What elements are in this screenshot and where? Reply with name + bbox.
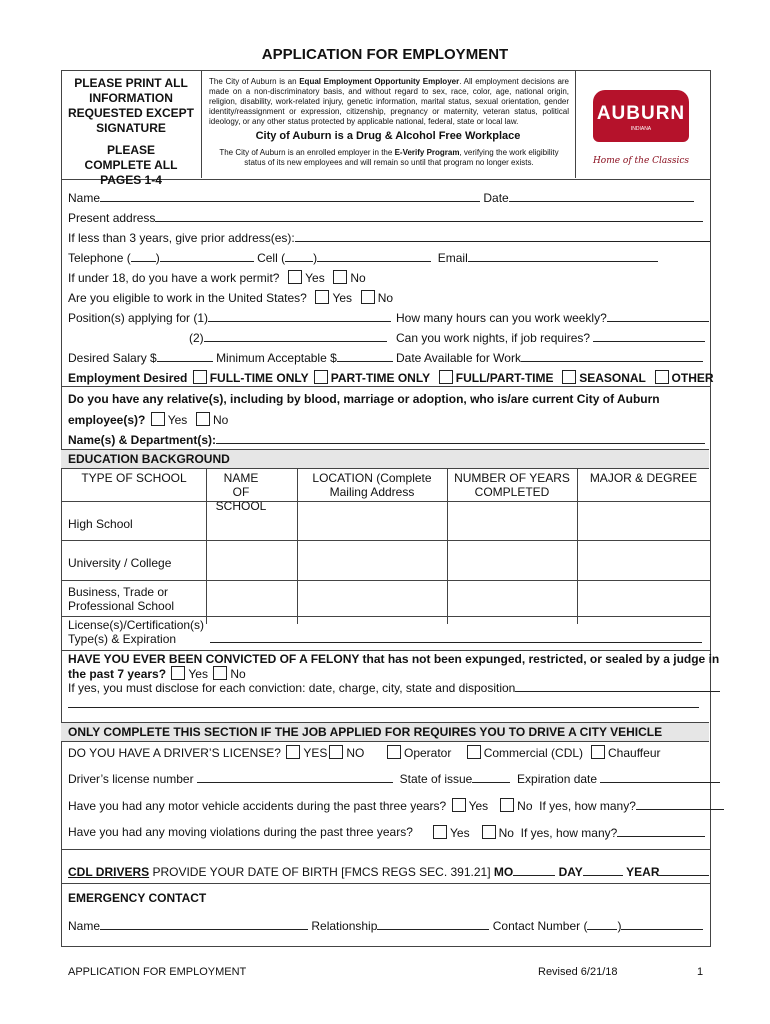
- mo-field[interactable]: [513, 864, 555, 876]
- telephone-label: Telephone (: [68, 251, 131, 265]
- full-part-label: FULL/PART-TIME: [455, 371, 554, 385]
- col-type-of-school: TYPE OF SCHOOL: [81, 471, 187, 485]
- day-label: DAY: [558, 865, 583, 879]
- minimum-label: Minimum Acceptable $: [216, 351, 337, 365]
- full-time-checkbox[interactable]: [193, 370, 207, 384]
- cdl-dob-label: PROVIDE YOUR DATE OF BIRTH [FMCS REGS SEC. 391.21]: [149, 865, 494, 879]
- permit-no-checkbox[interactable]: [333, 270, 347, 284]
- eligible-yes-checkbox[interactable]: [315, 290, 329, 304]
- date-field[interactable]: [509, 190, 694, 202]
- expiration-label: Expiration date: [517, 772, 598, 786]
- license-question: DO YOU HAVE A DRIVER’S LICENSE?: [68, 746, 281, 760]
- present-address-label: Present address: [68, 211, 156, 225]
- salary-label: Desired Salary $: [68, 351, 157, 365]
- part-time-label: PART-TIME ONLY: [330, 371, 431, 385]
- felony-question-cont: the past 7 years?: [68, 667, 167, 681]
- position-label: Position(s) applying for (1): [68, 311, 209, 325]
- accidents-howmany-field[interactable]: [636, 798, 724, 810]
- logo-tagline: Home of the Classics: [592, 156, 690, 166]
- cell-area[interactable]: [285, 250, 313, 262]
- no-label: No: [350, 271, 366, 285]
- row-high-school: High School: [68, 517, 133, 531]
- minimum-field[interactable]: [337, 350, 393, 362]
- cdl-drivers-label: CDL DRIVERS: [68, 865, 150, 879]
- operator-checkbox[interactable]: [387, 745, 401, 759]
- education-heading: EDUCATION BACKGROUND: [61, 449, 709, 469]
- year-field[interactable]: [659, 864, 709, 876]
- full-part-checkbox[interactable]: [439, 370, 453, 384]
- violations-no-checkbox[interactable]: [482, 825, 496, 839]
- col-years-completed: NUMBER OF YEARS COMPLETED: [454, 471, 570, 499]
- license-no-checkbox[interactable]: [329, 745, 343, 759]
- employment-desired-label: Employment Desired: [68, 371, 188, 385]
- relatives-question: Do you have any relative(s), including by blood, marriage or adoption, who is/are current City of Auburn: [68, 392, 660, 406]
- license-no-label: NO: [346, 746, 365, 760]
- eligible-question: Are you eligible to work in the United States?: [68, 291, 307, 305]
- accidents-no-checkbox[interactable]: [500, 798, 514, 812]
- full-time-label: FULL-TIME ONLY: [209, 371, 309, 385]
- relatives-names-field[interactable]: [216, 432, 705, 444]
- violations-howmany-field[interactable]: [617, 825, 705, 837]
- col-location: LOCATION (Complete Mailing Address: [312, 471, 432, 499]
- page-number: 1: [697, 966, 704, 978]
- auburn-logo: AUBURN INDIANA: [593, 90, 689, 142]
- day-field[interactable]: [583, 864, 623, 876]
- part-time-checkbox[interactable]: [314, 370, 328, 384]
- license-number-label: Driver’s license number: [68, 772, 194, 786]
- seasonal-checkbox[interactable]: [562, 370, 576, 384]
- other-label: OTHER: [671, 371, 714, 385]
- violations-question: Have you had any moving violations during the past three years?: [68, 825, 413, 839]
- commercial-checkbox[interactable]: [467, 745, 481, 759]
- licenses-field[interactable]: [210, 642, 702, 643]
- license-yes-label: YES: [303, 746, 328, 760]
- yes-label: Yes: [450, 826, 470, 840]
- relatives-yes-checkbox[interactable]: [151, 412, 165, 426]
- felony-no-checkbox[interactable]: [213, 666, 227, 680]
- telephone-field[interactable]: [160, 250, 254, 262]
- state-issue-field[interactable]: [472, 771, 510, 783]
- felony-yes-checkbox[interactable]: [171, 666, 185, 680]
- license-yes-checkbox[interactable]: [286, 745, 300, 759]
- operator-label: Operator: [404, 746, 452, 760]
- footer-title: APPLICATION FOR EMPLOYMENT: [68, 966, 247, 978]
- everify-statement: The City of Auburn is an enrolled employer in the E-Verify Program, verifying the work eligibility status of its new employees and will remain so until that program no longer exists.: [219, 148, 559, 167]
- no-label: No: [230, 667, 246, 681]
- row-licenses: License(s)/Certification(s) Type(s) & Expiration: [68, 618, 205, 646]
- year-label: YEAR: [626, 865, 660, 879]
- row-business-trade: Business, Trade or Professional School: [68, 585, 175, 613]
- no-label: No: [212, 413, 229, 427]
- hours-field[interactable]: [607, 310, 709, 322]
- nights-field[interactable]: [593, 330, 705, 342]
- no-label: No: [377, 291, 394, 305]
- available-field[interactable]: [521, 350, 703, 362]
- relatives-question-cont: employee(s)?: [68, 413, 146, 427]
- email-field[interactable]: [468, 250, 658, 262]
- other-checkbox[interactable]: [655, 370, 669, 384]
- hours-label: How many hours can you work weekly?: [396, 311, 607, 325]
- relationship-label: Relationship: [311, 919, 378, 933]
- prior-address-label: If less than 3 years, give prior address(es):: [68, 231, 295, 245]
- date-label: Date: [483, 191, 509, 205]
- email-label: Email: [437, 251, 468, 265]
- yes-label: Yes: [332, 291, 353, 305]
- position2-field[interactable]: [204, 330, 387, 342]
- position1-field[interactable]: [208, 310, 391, 322]
- available-label: Date Available for Work: [396, 351, 521, 365]
- no-label: No: [498, 826, 514, 840]
- seasonal-label: SEASONAL: [579, 371, 646, 385]
- state-issue-label: State of issue: [399, 772, 473, 786]
- relatives-names-label: Name(s) & Department(s):: [68, 433, 217, 447]
- commercial-label: Commercial (CDL): [483, 746, 584, 760]
- eligible-no-checkbox[interactable]: [361, 290, 375, 304]
- violations-yes-checkbox[interactable]: [433, 825, 447, 839]
- accidents-howmany-label: If yes, how many?: [539, 799, 636, 813]
- contact-area-field[interactable]: [587, 918, 617, 930]
- name-field[interactable]: [100, 190, 480, 202]
- accidents-question: Have you had any motor vehicle accidents during the past three years?: [68, 799, 447, 813]
- relationship-field[interactable]: [377, 918, 489, 930]
- mo-label: MO: [493, 865, 514, 879]
- cell-field[interactable]: [317, 250, 431, 262]
- felony-disclosure-label: If yes, you must disclose for each conviction: date, charge, city, state and disposition: [68, 681, 516, 695]
- no-label: No: [517, 799, 533, 813]
- felony-disclosure-field[interactable]: [515, 680, 720, 692]
- drug-free-statement: City of Auburn is a Drug & Alcohol Free Workplace: [255, 130, 521, 142]
- complete-instructions: PLEASE COMPLETE ALL PAGES 1-4: [84, 143, 178, 187]
- felony-question: HAVE YOU EVER BEEN CONVICTED OF A FELONY that has not been expunged, restricted, or sealed by a judge in: [68, 652, 720, 666]
- row-university: University / College: [68, 556, 172, 570]
- yes-label: Yes: [468, 799, 489, 813]
- position2-label: (2): [189, 331, 204, 345]
- work-permit-question: If under 18, do you have a work permit?: [68, 271, 280, 285]
- telephone-area[interactable]: [131, 250, 156, 262]
- salary-field[interactable]: [157, 350, 213, 362]
- col-name-of-school: NAME OF SCHOOL: [215, 471, 267, 513]
- permit-yes-checkbox[interactable]: [288, 270, 302, 284]
- contact-number-label: Contact Number (: [492, 919, 588, 933]
- contact-number-field[interactable]: [621, 918, 703, 930]
- accidents-yes-checkbox[interactable]: [452, 798, 466, 812]
- present-address-field[interactable]: [155, 210, 703, 222]
- name-label: Name: [68, 191, 101, 205]
- expiration-field[interactable]: [600, 771, 720, 783]
- yes-label: Yes: [305, 271, 325, 285]
- chauffeur-checkbox[interactable]: [591, 745, 605, 759]
- emergency-name-label: Name: [68, 919, 101, 933]
- prior-address-field[interactable]: [295, 230, 710, 242]
- relatives-no-checkbox[interactable]: [196, 412, 210, 426]
- emergency-name-field[interactable]: [100, 918, 308, 930]
- felony-disclosure-line2[interactable]: [68, 707, 699, 708]
- footer-revised: Revised 6/21/18: [538, 966, 618, 978]
- emergency-heading: EMERGENCY CONTACT: [68, 891, 207, 905]
- cell-label: Cell (: [257, 251, 286, 265]
- eeo-statement: The City of Auburn is an Equal Employment Opportunity Employer. All employment decisions are made on a non-discriminatory basis, and without regard to sex, race, color, age, national origin, religion, disability, work-related injury, genetic information, marital status, sexual orientation, gender identity/reassignment or expression, citizenship, pregnancy or maternity, veteran status, political ideology, or any other status protected by applicable national, federal, state or local law.: [209, 77, 570, 126]
- violations-howmany-label: If yes, how many?: [520, 826, 618, 840]
- driving-heading: ONLY COMPLETE THIS SECTION IF THE JOB APPLIED FOR REQUIRES YOU TO DRIVE A CITY VEHICLE: [61, 722, 709, 742]
- license-number-field[interactable]: [197, 771, 393, 783]
- col-major-degree: MAJOR & DEGREE: [589, 471, 698, 485]
- chauffeur-label: Chauffeur: [608, 746, 661, 760]
- nights-label: Can you work nights, if job requires?: [396, 331, 591, 345]
- yes-label: Yes: [188, 667, 208, 681]
- yes-label: Yes: [167, 413, 188, 427]
- print-instructions: PLEASE PRINT ALL INFORMATION REQUESTED EXCEPT SIGNATURE: [67, 76, 195, 135]
- page-title: APPLICATION FOR EMPLOYMENT: [261, 46, 509, 63]
